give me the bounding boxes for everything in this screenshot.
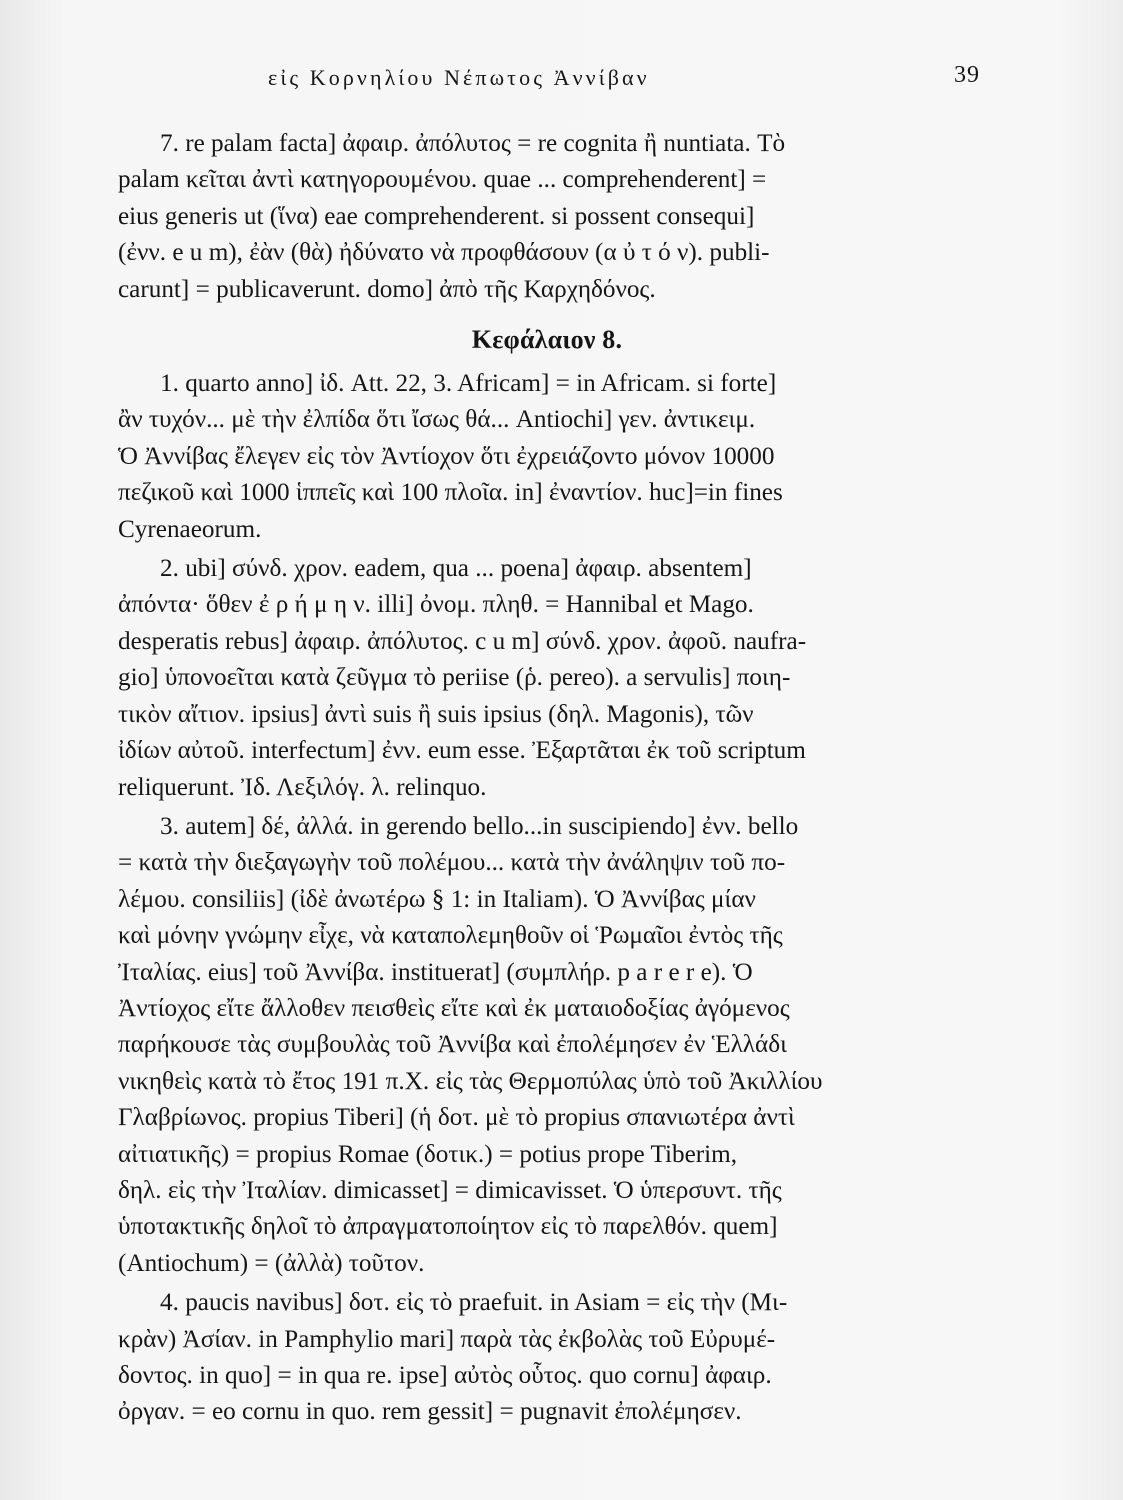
- text-line: κρὰν) Ἀσίαν. in Pamphylio mari] παρὰ τὰς ἐκβολὰς τοῦ Εὐρυμέ-: [118, 1325, 776, 1353]
- text-line: (ἐνν. e u m), ἐὰν (θὰ) ἠδύνατο νὰ προφθάσουν (α ὐ τ ό ν). publi-: [118, 239, 770, 267]
- text-line: νικηθεὶς κατὰ τὸ ἔτος 191 π.Χ. εἰς τὰς Θερμοπύλας ὑπὸ τοῦ Ἀκιλλίου: [118, 1067, 823, 1095]
- text-line: ὀργαν. = eo cornu in quo. rem gessit] = pugnavit ἐπολέμησεν.: [118, 1398, 742, 1426]
- text-line: λέμου. consiliis] (ἰδὲ ἀνωτέρω § 1: in Italiam). Ὁ Ἀννίβας μίαν: [118, 885, 756, 913]
- text-line: reliquerunt. Ἰδ. Λεξιλόγ. λ. relinquo.: [118, 773, 487, 801]
- text-line: Γλαβρίωνος. propius Tiberi] (ἡ δοτ. μὲ τὸ propius σπανιωτέρα ἀντὶ: [118, 1104, 795, 1132]
- text-line: πεζικοῦ καὶ 1000 ἱππεῖς καὶ 100 πλοῖα. in] ἐναντίον. huc]=in fines: [118, 479, 783, 507]
- text-line: Ἰταλίας. eius] τοῦ Ἀννίβα. instituerat] (συμπλήρ. p a r e r e). Ὁ: [118, 958, 753, 986]
- commentary-paragraph-3: [118, 809, 976, 1282]
- commentary-text: [118, 126, 976, 1426]
- text-line: Cyrenaeorum.: [118, 515, 262, 543]
- commentary-paragraph-1: [118, 366, 976, 548]
- text-line: παρήκουσε τὰς συμβουλὰς τοῦ Ἀννίβα καὶ ἐπολέμησεν ἐν Ἑλλάδι: [118, 1031, 787, 1059]
- text-line: τικὸν αἴτιον. ipsius] ἀντὶ suis ἢ suis ipsius (δηλ. Magonis), τῶν: [118, 700, 754, 728]
- text-line: καὶ μόνην γνώμην εἶχε, νὰ καταπολεμηθοῦν οἱ Ῥωμαῖοι ἐντὸς τῆς: [118, 922, 783, 950]
- text-line: 7. re palam facta] ἀφαιρ. ἀπόλυτος = re cognita ἢ nuntiata. Τὸ: [160, 130, 786, 157]
- text-line: Ἀντίοχος εἴτε ἄλλοθεν πεισθεὶς εἴτε καὶ ἐκ ματαιοδοξίας ἀγόμενος: [118, 994, 790, 1022]
- text-line: 3. autem] δέ, ἀλλά. in gerendo bello...in suscipiendo] ἐνν. bello: [160, 812, 799, 840]
- text-line: (Antiochum) = (ἀλλὰ) τοῦτον.: [118, 1249, 425, 1277]
- text-line: eius generis ut (ἵνα) eae comprehenderent. si possent consequi]: [118, 202, 755, 230]
- text-line: = κατὰ τὴν διεξαγωγὴν τοῦ πολέμου... κατὰ τὴν ἀνάληψιν τοῦ πο-: [118, 849, 786, 877]
- running-title: εἰς Κορνηλίου Νέπωτος Ἀννίβαν: [268, 65, 650, 90]
- text-line: 4. paucis navibus] δοτ. εἰς τὸ praefuit. in Asiam = εἰς τὴν (Μι-: [160, 1289, 788, 1317]
- text-line: δηλ. εἰς τὴν Ἰταλίαν. dimicasset] = dimicavisset. Ὁ ὑπερσυντ. τῆς: [118, 1176, 782, 1204]
- commentary-paragraph-2: [118, 551, 976, 806]
- text-line: δοντος. in quo] = in qua re. ipse] αὐτὸς οὗτος. quo cornu] ἀφαιρ.: [118, 1362, 772, 1389]
- text-line: palam κεῖται ἀντὶ κατηγορουμένου. quae ... comprehenderent] =: [118, 166, 767, 194]
- text-line: ἀπόντα· ὅθεν ἐ ρ ή μ η ν. illi] ὀνομ. πληθ. = Hannibal et Mago.: [118, 591, 754, 619]
- text-line: desperatis rebus] ἀφαιρ. ἀπόλυτος. c u m] σύνδ. χρον. ἀφοῦ. naufra-: [118, 627, 807, 655]
- text-line: ἂν τυχόν... μὲ τὴν ἐλπίδα ὅτι ἴσως θά... Antiochi] γεν. ἀντικειμ.: [118, 406, 756, 434]
- text-line: carunt] = publicaverunt. domo] ἀπὸ τῆς Καρχηδόνος.: [118, 275, 656, 303]
- chapter-heading: Κεφάλαιον 8.: [471, 325, 623, 355]
- text-line: Ὁ Ἀννίβας ἔλεγεν εἰς τὸν Ἀντίοχον ὅτι ἐχρειάζοντο μόνον 10000: [118, 442, 775, 470]
- page-number: 39: [954, 62, 980, 88]
- text-line: 1. quarto anno] ἰδ. Att. 22, 3. Africam] = in Africam. si forte]: [160, 370, 777, 398]
- text-line: ὑποτακτικῆς δηλοῖ τὸ ἀπραγματοποίητον εἰς τὸ παρελθόν. quem]: [118, 1213, 778, 1241]
- commentary-paragraph-4: [118, 1285, 976, 1431]
- text-line: 2. ubi] σύνδ. χρον. eadem, qua ... poena] ἀφαιρ. absentem]: [160, 555, 752, 583]
- text-line: gio] ὑπονοεῖται κατὰ ζεῦγμα τὸ periise (ῥ. pereo). a servulis] ποιη-: [118, 664, 791, 692]
- text-line: ἰδίων αὐτοῦ. interfectum] ἐνν. eum esse. Ἐξαρτᾶται ἐκ τοῦ scriptum: [118, 737, 806, 765]
- commentary-paragraph-7: [118, 126, 976, 308]
- page-header: [118, 58, 993, 94]
- text-line: αἰτιατικῆς) = propius Romae (δοτικ.) = potius prope Tiberim,: [118, 1140, 738, 1168]
